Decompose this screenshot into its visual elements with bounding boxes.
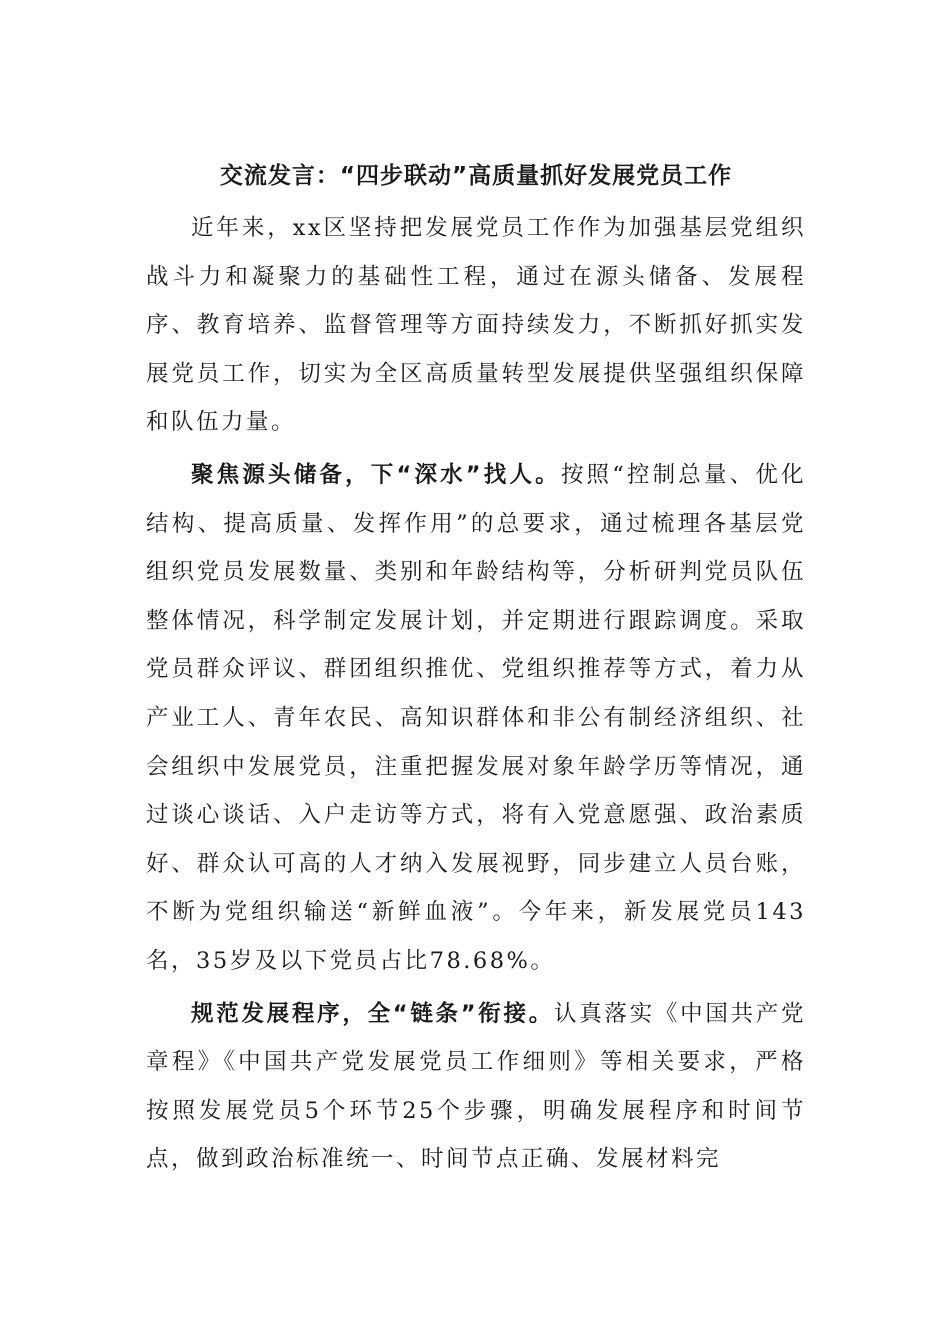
section-body-procedure: 认真落实《中国共产党章程》《中国共产党发展党员工作细则》等相关要求，严格按照发展党员5个环节25个步骤，明确发展程序和时间节点，做到政治标准统一、时间节点正确、发展材料完 [146, 1000, 806, 1173]
section-paragraph-procedure [146, 990, 806, 1184]
section-body-source-reserve: 按照“控制总量、优化结构、提高质量、发挥作用”的总要求，通过梳理各基层党组织党员发展数量、类别和年龄结构等，分析研判党员队伍整体情况，科学制定发展计划，并定期进行跟踪调度。采取党员群众评议、群团组织推优、党组织推荐等方式，着力从产业工人、青年农民、高知识群体和非公有制经济组织、社会组织中发展党员，注重把握发展对象年龄学历等情况，通过谈心谈话、入户走访等方式，将有入党意愿强、政治素质好、群众认可高的人才纳入发展视野，同步建立人员台账，不断为党组织输送“新鲜血液”。今年来，新发展党员143名，35岁及以下党员占比78.68%。 [146, 461, 806, 974]
section-heading-source-reserve: 聚焦源头储备，下“深水”找人。 [191, 461, 561, 488]
intro-paragraph: 近年来，xx区坚持把发展党员工作作为加强基层党组织战斗力和凝聚力的基础性工程，通过在源头储备、发展程序、教育培养、监督管理等方面持续发力，不断抓好抓实发展党员工作，切实为全区高质量转型发展提供坚强组织保障和队伍力量。 [146, 215, 806, 436]
document-title: 交流发言：“四步联动”高质量抓好发展党员工作 [219, 163, 733, 189]
section-paragraph-source-reserve [146, 451, 806, 986]
section-heading-procedure: 规范发展程序，全“链条”衔接。 [191, 1000, 554, 1027]
document-page [146, 152, 806, 1188]
